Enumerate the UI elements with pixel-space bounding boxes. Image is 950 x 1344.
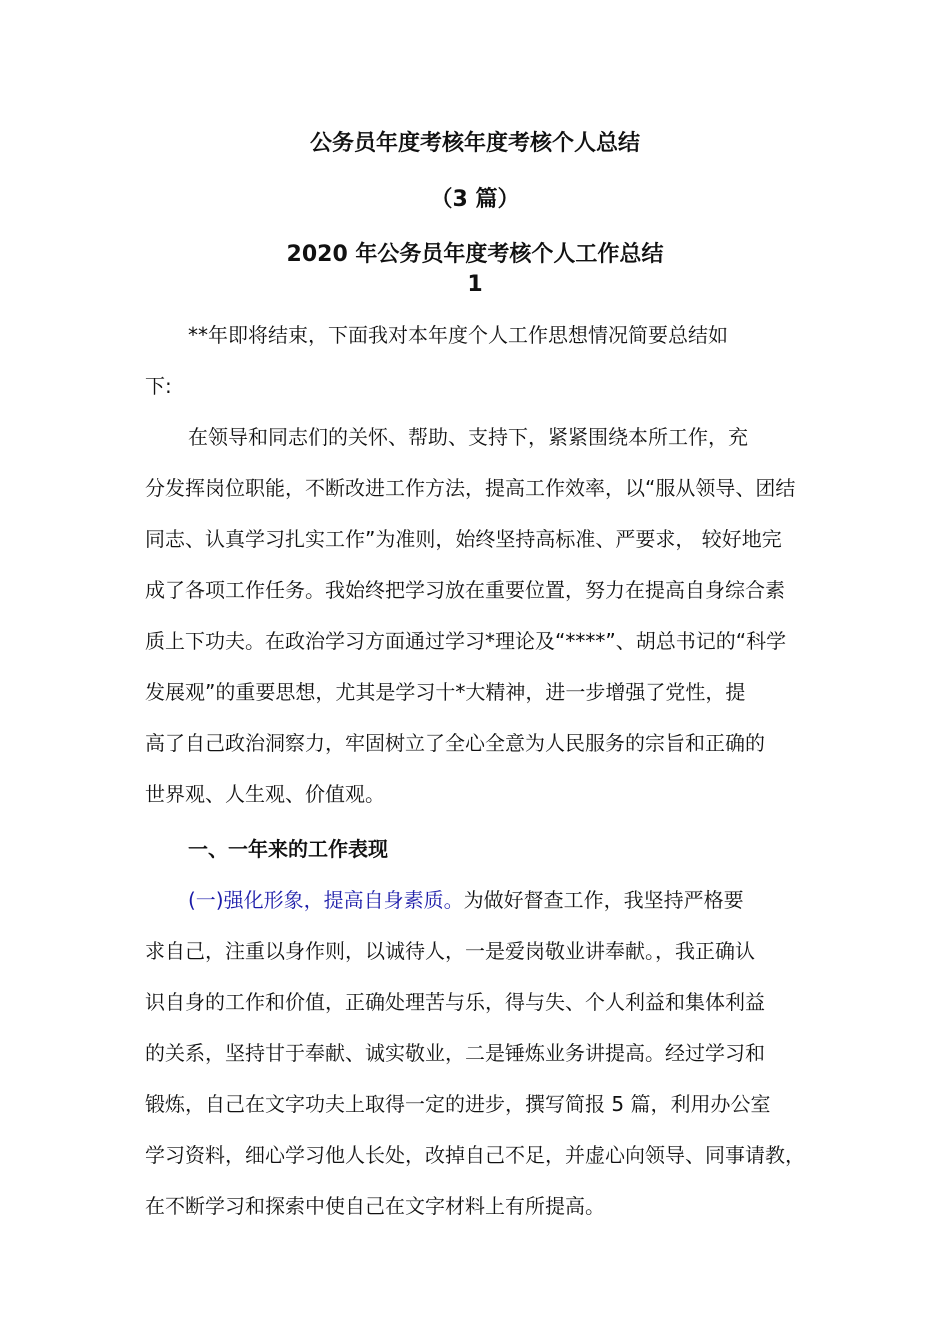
paragraph-3-line: 学习资料，细心学习他人长处，改掉自己不足，并虚心向领导、同事请教， xyxy=(145,1143,805,1167)
paragraph-2-line: 成了各项工作任务。我始终把学习放在重要位置，努力在提高自身综合素 xyxy=(145,578,785,602)
paragraph-2-line: 世界观、人生观、价值观。 xyxy=(145,782,385,806)
paragraph-3-line: 锻炼，自己在文字功夫上取得一定的进步，撰写简报 5 篇，利用办公室 xyxy=(145,1092,771,1116)
paragraph-3-line: 的关系，坚持甘于奉献、诚实敬业，二是锤炼业务讲提高。经过学习和 xyxy=(145,1041,765,1065)
section-1-sub-heading: (一)强化形象，提高自身素质。 xyxy=(188,888,464,912)
paragraph-3-first-line-text: 为做好督查工作，我坚持严格要 xyxy=(463,888,744,912)
paragraph-2-line: 同志、认真学习扎实工作”为准则，始终坚持高标准、严要求， 较好地完 xyxy=(145,527,782,551)
paragraph-2-line: 质上下功夫。在政治学习方面通过学习*理论及“****”、胡总书记的“科学 xyxy=(145,629,787,653)
paragraph-2-line: 高了自己政治洞察力，牢固树立了全心全意为人民服务的宗旨和正确的 xyxy=(145,731,765,755)
paragraph-1-line: 下: xyxy=(145,374,172,398)
subtitle-line-1: 2020 年公务员年度考核个人工作总结 xyxy=(286,242,664,267)
paragraph-2-line: 发展观”的重要思想，尤其是学习十*大精神，进一步增强了党性，提 xyxy=(145,680,746,704)
document-count: （3 篇） xyxy=(430,187,520,212)
paragraph-3-line: 在不断学习和探索中使自己在文字材料上有所提高。 xyxy=(145,1194,605,1218)
paragraph-2-line: 分发挥岗位职能，不断改进工作方法，提高工作效率，以“服从领导、团结 xyxy=(145,476,796,500)
paragraph-1-line: **年即将结束，下面我对本年度个人工作思想情况简要总结如 xyxy=(188,323,728,347)
paragraph-3-line: 识自身的工作和价值，正确处理苦与乐，得与失、个人利益和集体利益 xyxy=(145,990,765,1014)
paragraph-2-line: 在领导和同志们的关怀、帮助、支持下，紧紧围绕本所工作，充 xyxy=(188,425,748,449)
section-1-heading: 一、一年来的工作表现 xyxy=(188,837,388,861)
document-title: 公务员年度考核年度考核个人总结 xyxy=(309,131,640,156)
paragraph-3-line: 求自己，注重以身作则，以诚待人，一是爱岗敬业讲奉献。，我正确认 xyxy=(145,939,755,963)
paragraph-3-first-line xyxy=(188,885,744,915)
subtitle-line-2: 1 xyxy=(467,272,483,297)
